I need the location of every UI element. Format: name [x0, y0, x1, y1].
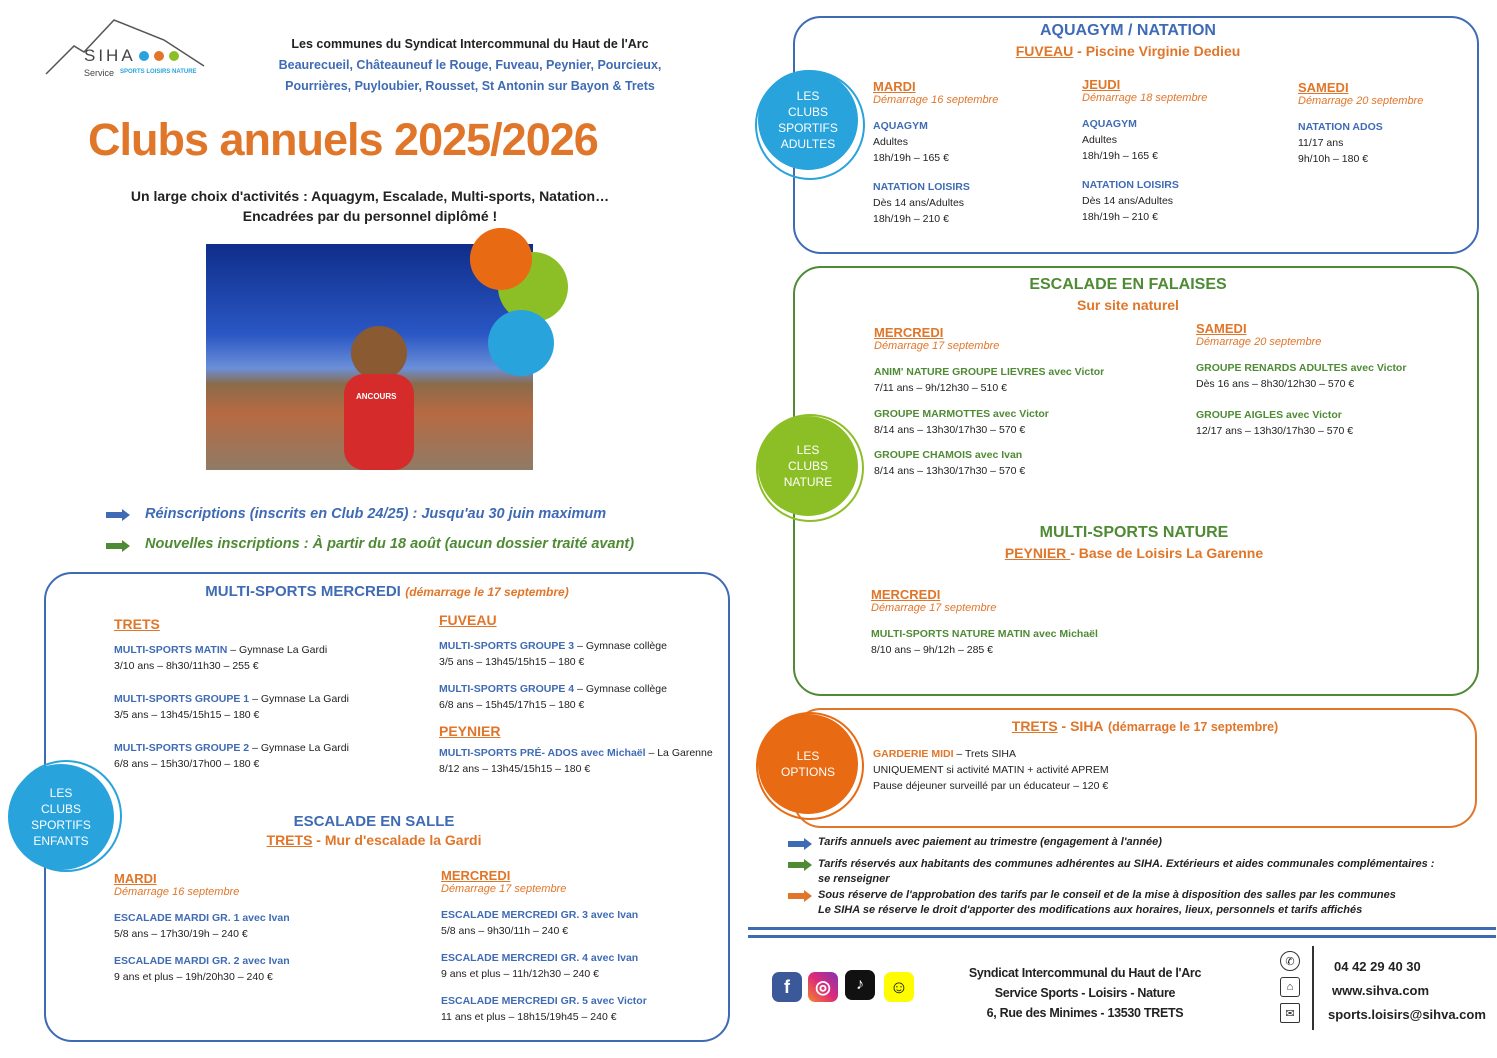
escalade-mercredi-column: [441, 868, 721, 1025]
options-circle: LES OPTIONS: [758, 714, 858, 814]
mascot-shirt-text: ANCOURS: [356, 392, 397, 401]
communes-line2: Pourrières, Puyloubier, Rousset, St Antonin sur Bayon & Trets: [285, 79, 655, 93]
intro-line2: Encadrées par du personnel diplômé !: [242, 208, 498, 224]
escalade-mardi-day: MARDI: [114, 871, 157, 886]
list-item: NATATION LOISIRS Dès 14 ans/Adultes 18h/19h – 210 €: [1082, 179, 1179, 223]
list-item: MULTI-SPORTS GROUPE 1 – Gymnase La Gardi 3/5 ans – 13h45/15h15 – 180 €: [114, 693, 349, 721]
note-3: Sous réserve de l'approbation des tarifs par le conseil et de la mise à disposition des salles par les communes Le SIHA se réserve le droit d'apporter des modifications aux horaires, lieux, personnels et tarifs affichés: [818, 889, 1396, 916]
multisports-mercredi-heading: MULTI-SPORTS MERCREDI: [205, 583, 401, 600]
list-item: GROUPE CHAMOIS avec Ivan 8/14 ans – 13h30/17h30 – 570 €: [874, 449, 1026, 477]
list-item: GROUPE MARMOTTES avec Victor 8/14 ans – 13h30/17h30 – 570 €: [874, 408, 1049, 436]
phone-number[interactable]: 04 42 29 40 30: [1334, 959, 1421, 974]
aquagym-city: FUVEAU: [1015, 43, 1074, 59]
list-item: MULTI-SPORTS PRÉ- ADOS avec Michaël – La Garenne 8/12 ans – 13h45/15h15 – 180 €: [439, 747, 713, 775]
options-details: GARDERIE MIDI – Trets SIHA UNIQUEMENT si activité MATIN + activité APREM Pause déjeuner surveillé par un éducateur – 120 €: [873, 748, 1109, 792]
multisports-nature-place: - Base de Loisirs La Garenne: [1070, 545, 1264, 561]
escalade-falaise-title: ESCALADE EN FALAISES: [1029, 276, 1227, 293]
multisports-mercredi-paren: (démarrage le 17 septembre): [405, 585, 569, 599]
web-icon: ⌂: [1280, 977, 1300, 997]
arrow-right-icon: [788, 890, 812, 902]
list-item: ESCALADE MARDI GR. 1 avec Ivan 5/8 ans – 17h30/19h – 240 €: [114, 912, 290, 940]
nouvelles-inscriptions: Nouvelles inscriptions : À partir du 18 août (aucun dossier traité avant): [145, 536, 635, 552]
multisports-nature-mercredi: MERCREDI Démarrage 17 septembre MULTI-SPORTS NATURE MATIN avec Michaël 8/10 ans – 9h/12h – 285 €: [871, 587, 1181, 658]
mail-icon: ✉: [1280, 1003, 1300, 1023]
communes-line1: Beaurecueil, Châteauneuf le Rouge, Fuveau, Peynier, Pourcieux,: [278, 58, 662, 72]
list-item: ANIM' NATURE GROUPE LIEVRES avec Victor 7/11 ans – 9h/12h30 – 510 €: [874, 366, 1105, 394]
footer-divider-2: [748, 935, 1496, 938]
multisports-mercredi-title: [44, 583, 730, 601]
falaise-mercredi: MERCREDI Démarrage 17 septembre ANIM' NATURE GROUPE LIEVRES avec Victor 7/11 ans – 9h/12h30 – 510 € GROUPE MARMOTTES avec Victor 8/14 ans – 13h30/17h30 – 570 € GROUPE CHAMOIS avec Ivan 8/14 ans – 13h30/17h30 – 570 €: [874, 325, 1184, 479]
arrow-right-icon: [106, 540, 130, 552]
falaise-samedi: SAMEDI Démarrage 20 septembre GROUPE RENARDS ADULTES avec Victor Dès 16 ans – 8h30/12h30 – 570 € GROUPE AIGLES avec Victor 12/17 ans – 13h30/17h30 – 570 €: [1196, 321, 1466, 439]
list-item: MULTI-SPORTS NATURE MATIN avec Michaël 8/10 ans – 9h/12h – 285 €: [871, 628, 1098, 656]
reinscriptions: Réinscriptions (inscrits en Club 24/25) : Jusqu'au 30 juin maximum: [145, 506, 607, 522]
aquagym-jeudi: JEUDI Démarrage 18 septembre AQUAGYM Adultes 18h/19h – 165 € NATATION LOISIRS Dès 14 ans/Adultes 18h/19h – 210 €: [1082, 77, 1282, 225]
peynier-city: PEYNIER: [439, 723, 501, 739]
page-title: Clubs annuels 2025/2026: [88, 114, 598, 165]
arrow-right-icon: [106, 509, 130, 521]
options-place: - SIHA: [1057, 718, 1104, 734]
trets-column: [114, 616, 414, 772]
logo-text: SIHA: [84, 46, 136, 65]
nature-circle: LES CLUBS NATURE: [758, 416, 858, 516]
escalade-salle-header: [174, 813, 574, 848]
aquagym-mardi: MARDI Démarrage 16 septembre AQUAGYM Adultes 18h/19h – 165 € NATATION LOISIRS Dès 14 ans/Adultes 18h/19h – 210 €: [873, 79, 1073, 227]
arrow-right-icon: [788, 859, 812, 871]
cyan-dot-icon: [488, 310, 554, 376]
fuveau-column: [439, 612, 724, 777]
footer-divider: [748, 927, 1496, 930]
mascot-head: [351, 326, 407, 380]
footer-org: Syndicat Intercommunal du Haut de l'Arc Service Sports - Loisirs - Nature 6, Rue des Minimes - 13530 TRETS: [968, 966, 1202, 1020]
multisports-nature-header: [924, 524, 1344, 561]
footer-contact: [1328, 955, 1488, 1027]
logo: [44, 16, 209, 80]
list-item: NATATION LOISIRS Dès 14 ans/Adultes 18h/19h – 210 €: [873, 181, 970, 225]
options-header: [880, 718, 1410, 736]
escalade-salle-city: TRETS: [266, 832, 313, 848]
list-item: GROUPE AIGLES avec Victor 12/17 ans – 13h30/17h30 – 570 €: [1196, 409, 1354, 437]
facebook-icon[interactable]: f: [772, 972, 802, 1002]
escalade-falaise-header: [918, 276, 1338, 313]
multisports-nature-title: MULTI-SPORTS NATURE: [1039, 524, 1229, 541]
intro-first-letter: U: [130, 188, 142, 204]
phone-icon: ✆: [1280, 951, 1300, 971]
email-link[interactable]: sports.loisirs@sihva.com: [1328, 1007, 1486, 1022]
communes: [255, 34, 685, 97]
list-item: ESCALADE MERCREDI GR. 3 avec Ivan 5/8 ans – 9h30/11h – 240 €: [441, 909, 639, 937]
escalade-salle-place: - Mur d'escalade la Gardi: [312, 832, 482, 848]
list-item: MULTI-SPORTS GROUPE 4 – Gymnase collège 6/8 ans – 15h45/17h15 – 180 €: [439, 683, 667, 711]
options-paren: (démarrage le 17 septembre): [1108, 720, 1279, 734]
footer-vertical-divider: [1312, 946, 1314, 1030]
escalade-mercredi-start: Démarrage 17 septembre: [441, 883, 567, 895]
list-item: AQUAGYM Adultes 18h/19h – 165 €: [1082, 118, 1158, 162]
multisports-nature-city: PEYNIER: [1004, 545, 1071, 561]
list-item: ESCALADE MERCREDI GR. 5 avec Victor 11 ans et plus – 18h15/19h45 – 240 €: [441, 995, 647, 1023]
aquagym-samedi: SAMEDI Démarrage 20 septembre NATATION ADOS 11/17 ans 9h/10h – 180 €: [1298, 80, 1468, 167]
website-link[interactable]: www.sihva.com: [1332, 983, 1430, 998]
mascot-body: [344, 374, 414, 470]
escalade-falaise-subtitle: Sur site naturel: [1077, 297, 1179, 313]
list-item: MULTI-SPORTS GROUPE 3 – Gymnase collège 3/5 ans – 13h45/15h15 – 180 €: [439, 640, 667, 668]
escalade-mardi-start: Démarrage 16 septembre: [114, 886, 240, 898]
instagram-icon[interactable]: ◎: [808, 972, 838, 1002]
escalade-mardi-column: [114, 871, 414, 985]
logo-tagline: SPORTS LOISIRS NATURE: [120, 69, 197, 75]
enfants-circle: LES CLUBS SPORTIFS ENFANTS: [8, 764, 114, 870]
aquagym-header: [918, 22, 1338, 59]
escalade-mercredi-day: MERCREDI: [441, 868, 511, 883]
adultes-circle: LES CLUBS SPORTIFS ADULTES: [758, 70, 858, 170]
list-item: NATATION ADOS 11/17 ans 9h/10h – 180 €: [1298, 121, 1383, 165]
note-2: Tarifs réservés aux habitants des communes adhérentes au SIHA. Extérieurs et aides communales complémentaires : se renseigner: [818, 858, 1435, 885]
note-1: Tarifs annuels avec paiement au trimestre (engagement à l'année): [818, 836, 1162, 848]
list-item: MULTI-SPORTS MATIN – Gymnase La Gardi 3/10 ans – 8h30/11h30 – 255 €: [114, 644, 328, 672]
aquagym-place: - Piscine Virginie Dedieu: [1073, 43, 1241, 59]
list-item: AQUAGYM Adultes 18h/19h – 165 €: [873, 120, 949, 164]
list-item: MULTI-SPORTS GROUPE 2 – Gymnase La Gardi 6/8 ans – 15h30/17h00 – 180 €: [114, 742, 349, 770]
fuveau-city: FUVEAU: [439, 612, 497, 628]
arrow-right-icon: [788, 838, 812, 850]
options-city: TRETS: [1011, 718, 1058, 734]
list-item: ESCALADE MERCREDI GR. 4 avec Ivan 9 ans et plus – 11h/12h30 – 240 €: [441, 952, 639, 980]
list-item: GROUPE RENARDS ADULTES avec Victor Dès 16 ans – 8h30/12h30 – 570 €: [1196, 362, 1407, 390]
snapchat-icon[interactable]: ☺: [884, 972, 914, 1002]
aquagym-title: AQUAGYM / NATATION: [1040, 22, 1216, 39]
trets-city: TRETS: [114, 616, 160, 632]
intro-line1: n large choix d'activités : Aquagym, Escalade, Multi-sports, Natation…: [141, 188, 610, 204]
tiktok-icon[interactable]: ♪: [845, 970, 875, 1000]
orange-dot-front-icon: [470, 228, 532, 290]
logo-service: Service: [84, 68, 115, 78]
intro: [100, 186, 640, 226]
list-item: ESCALADE MARDI GR. 2 avec Ivan 9 ans et plus – 19h/20h30 – 240 €: [114, 955, 290, 983]
escalade-salle-title: ESCALADE EN SALLE: [293, 813, 455, 830]
communes-title: Les communes du Syndicat Intercommunal du Haut de l'Arc: [291, 37, 649, 51]
